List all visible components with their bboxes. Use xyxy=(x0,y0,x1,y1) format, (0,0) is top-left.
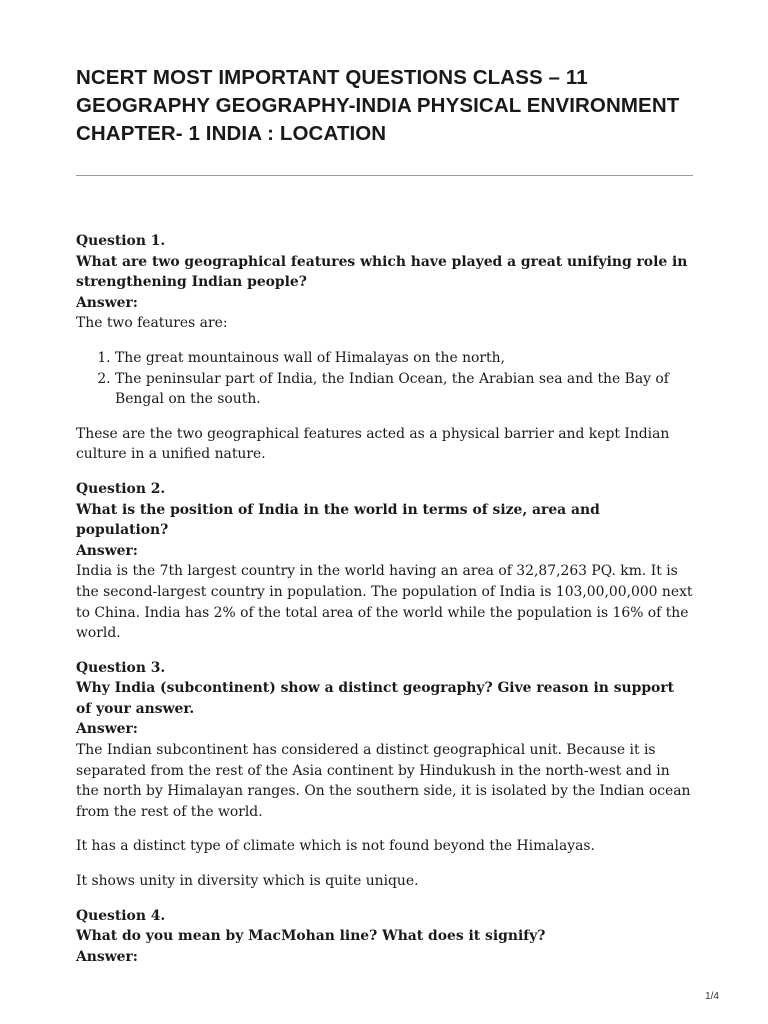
question-3-label: Question 3. xyxy=(76,659,166,676)
answer-3-climate: It has a distinct type of climate which is not found beyond the Himalayas. xyxy=(76,838,595,855)
answer-1-label: Answer: xyxy=(76,294,138,311)
question-2-text: What is the position of India in the world in terms of size, area and population? xyxy=(76,501,600,539)
question-1-text: What are two geographical features which have played a great unifying role in strengthening Indian people? xyxy=(76,253,688,291)
question-3-text: Why India (subcontinent) show a distinct geography? Give reason in support of your answer. xyxy=(76,680,675,717)
document-title: NCERT MOST IMPORTANT QUESTIONS CLASS – 11 GEOGRAPHY GEOGRAPHY-INDIA PHYSICAL ENVIRONMENT CHAPTER- 1 INDIA : LOCATION xyxy=(76,66,680,145)
answer-2-label: Answer: xyxy=(76,542,138,559)
answer-2-text: India is the 7th largest country in the world having an area of 32,87,263 PQ. km. It is the second-largest country in population. The population of India is 103,00,00,000 next to China. India has 2% of the total area of the world while the population is 16% of the world. xyxy=(76,563,693,642)
page-number: 1/4 xyxy=(705,991,719,1002)
answer-4-label: Answer: xyxy=(76,948,138,965)
question-2-label: Question 2. xyxy=(76,480,166,497)
answer-3-unity: It shows unity in diversity which is quite unique. xyxy=(76,873,419,890)
answer-1-intro: The two features are: xyxy=(76,315,228,332)
question-1-label: Question 1. xyxy=(76,233,166,249)
document-page xyxy=(76,64,693,981)
question-block-4 xyxy=(76,906,693,968)
title-divider xyxy=(76,175,693,176)
answer-3-text: The Indian subcontinent has considered a distinct geographical unit. Because it is separated from the rest of the Asia continent by Hindukush in the north-west and in the north by Himalayan ranges. On the southern side, it is isolated by the Indian ocean from the rest of the world. xyxy=(76,742,691,820)
answer-3-label: Answer: xyxy=(76,721,138,738)
question-block-1 xyxy=(76,231,693,465)
question-block-2 xyxy=(76,479,693,644)
question-4-text: What do you mean by MacMohan line? What does it signify? xyxy=(76,928,546,945)
feature-list xyxy=(76,348,693,410)
list-item: 2. The peninsular part of India, the Indian Ocean, the Arabian sea and the Bay of Bengal on the south. xyxy=(115,369,693,410)
question-4-label: Question 4. xyxy=(76,907,166,924)
question-block-3 xyxy=(76,658,693,892)
document-body xyxy=(76,231,693,967)
answer-1-conclusion: These are the two geographical features acted as a physical barrier and kept Indian culture in a unified nature. xyxy=(76,425,670,463)
list-item: 1. The great mountainous wall of Himalayas on the north, xyxy=(115,348,693,369)
